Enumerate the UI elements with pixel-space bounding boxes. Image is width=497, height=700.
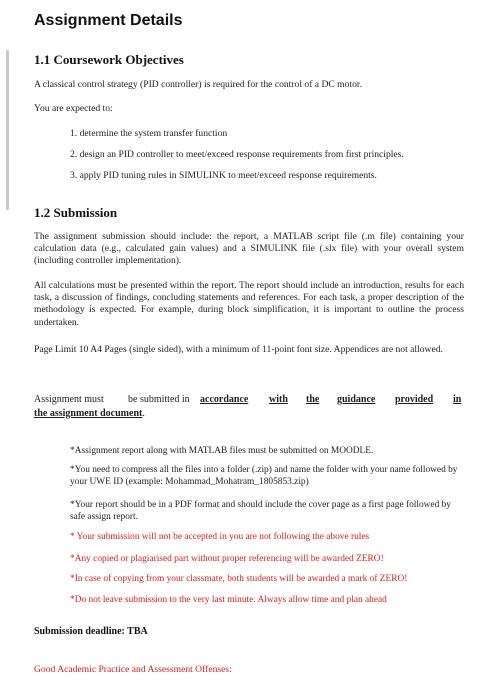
guidance-word: Assignment must: [34, 394, 104, 405]
submission-heading: 1.2 Submission: [34, 205, 118, 220]
guidance-link[interactable]: accordance: [200, 394, 249, 405]
page-title: Assignment Details: [34, 12, 183, 29]
submission-note: *Assignment report along with MATLAB files must be submitted on MOODLE.: [70, 446, 374, 456]
objective-item: 3. apply PID tuning rules in SIMULINK to meet/exceed response requirements.: [70, 170, 377, 181]
period: .: [142, 408, 145, 419]
warning-note: *Do not leave submission to the very last minute. Always allow time and plan ahead: [70, 595, 387, 605]
objective-item: 1. determine the system transfer function: [70, 128, 228, 139]
objectives-heading: 1.1 Coursework Objectives: [34, 52, 184, 67]
objectives-intro: A classical control strategy (PID controller) is required for the control of a DC motor.: [34, 79, 362, 90]
assignment-document-link[interactable]: the assignment document: [34, 408, 143, 419]
submission-note: *You need to compress all the files into a folder (.zip) and name the folder with your name followed by your UWE ID (example: Mohammad_Mohatram_1805853.zip): [70, 465, 458, 488]
submission-paragraph: All calculations must be presented within the report. The report should include an introduction, results for each task, a discussion of findings, concluding statements and references. For each task, a proper description of the methodology is expected. For example, during block simplification, it is important to outline the process undertaken.: [34, 280, 464, 328]
academic-practice-link[interactable]: Good Academic Practice and Assessment Offenses:: [34, 664, 232, 675]
page-limit-paragraph: Page Limit 10 A4 Pages (single sided), with a minimum of 11-point font size. Appendices are not allowed.: [34, 344, 443, 355]
submission-paragraph: The assignment submission should include: the report, a MATLAB script file (.m file) containing your calculation data (e.g., calculated gain values) and a SIMULINK file (.slx file) with your overall system (including controller implementation).: [34, 231, 464, 267]
guidance-statement: [34, 394, 464, 422]
warning-note: * Your submission will not be accepted in you are not following the above rules: [70, 532, 370, 542]
expected-label: You are expected to:: [34, 103, 113, 114]
guidance-link[interactable]: provided: [395, 394, 434, 405]
guidance-link[interactable]: in: [453, 394, 462, 405]
guidance-link[interactable]: guidance: [337, 394, 376, 405]
submission-note: *Your report should be in a PDF format and should include the cover page as a first page followed by safe assign report.: [70, 500, 451, 523]
guidance-link[interactable]: with: [269, 394, 288, 405]
guidance-word: be submitted in: [128, 394, 190, 405]
submission-deadline: Submission deadline: TBA: [34, 626, 148, 637]
warning-note: *In case of copying from your classmate, both students will be awarded a mark of ZERO!: [70, 574, 408, 584]
warning-note: *Any copied or plagiarised part without proper referencing will be awarded ZERO!: [70, 554, 384, 564]
guidance-link[interactable]: the: [306, 394, 320, 405]
objective-item: 2. design an PID controller to meet/exceed response requirements from first principles.: [70, 149, 404, 160]
scrollbar[interactable]: [6, 50, 9, 210]
